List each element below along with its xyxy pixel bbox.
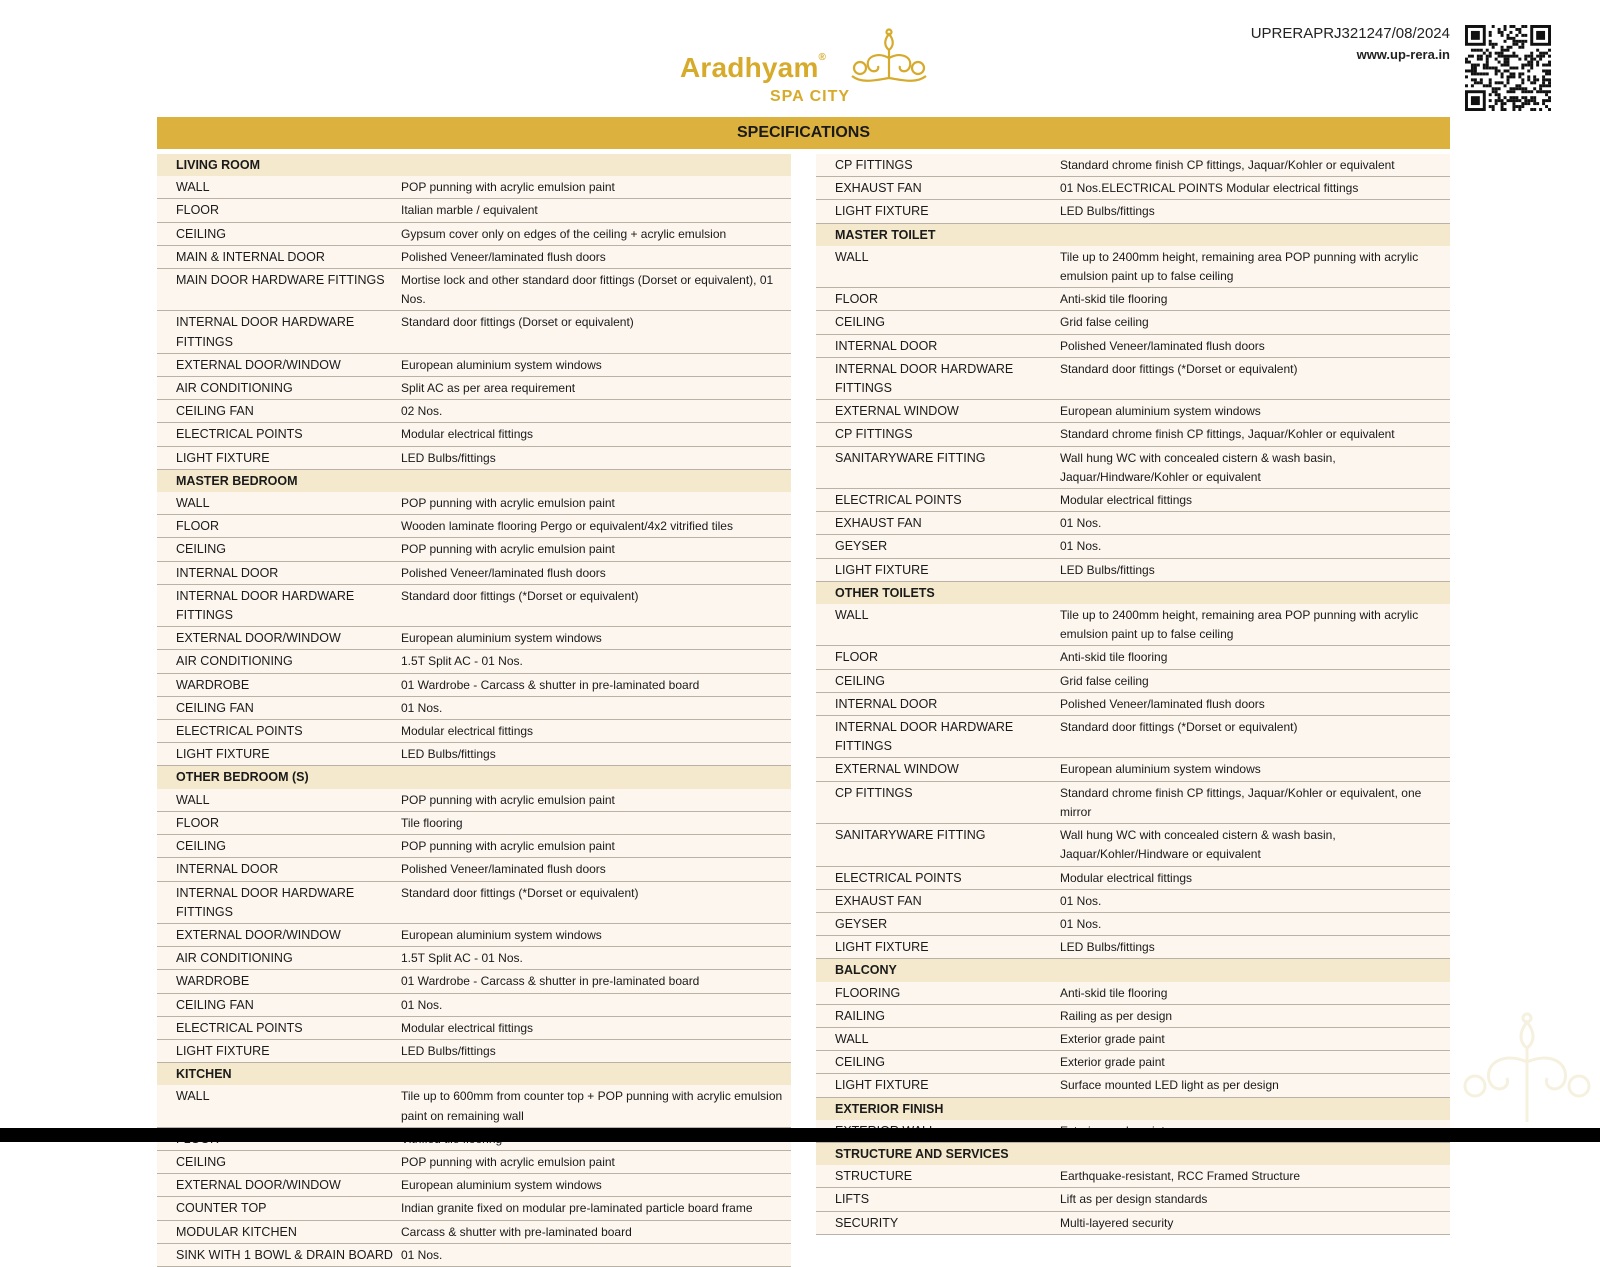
- spec-value: POP punning with acrylic emulsion paint: [401, 542, 615, 557]
- spec-row: [816, 400, 1450, 423]
- spec-item: INTERNAL DOOR HARDWARE FITTINGS: [176, 885, 355, 919]
- spec-value: Polished Veneer/laminated flush doors: [1060, 696, 1265, 711]
- spec-row: [816, 489, 1450, 512]
- spec-item: AIR CONDITIONING: [176, 654, 293, 669]
- spec-row: [816, 1074, 1450, 1097]
- spec-item: INTERNAL DOOR HARDWARE FITTINGS: [835, 720, 1014, 754]
- spec-row: [157, 627, 791, 650]
- spec-value: European aluminium system windows: [1060, 404, 1261, 419]
- spec-value: Exterior grade paint: [1060, 1031, 1165, 1046]
- spec-row: [816, 1005, 1450, 1028]
- spec-value: LED Bulbs/fittings: [401, 747, 496, 762]
- spec-row: [816, 200, 1450, 223]
- spec-item: ELECTRICAL POINTS: [176, 427, 303, 442]
- spec-row: [816, 535, 1450, 558]
- ornament-icon: [848, 28, 930, 88]
- spec-item: SINK WITH 1 BOWL & DRAIN BOARD: [176, 1247, 393, 1262]
- brand-name: Aradhyam®: [680, 52, 827, 83]
- spec-item: EXTERNAL DOOR/WINDOW: [176, 1178, 341, 1193]
- rera-id: UPRERAPRJ321247/08/2024: [1250, 25, 1450, 42]
- section-title: STRUCTURE AND SERVICES: [835, 1146, 1009, 1161]
- spec-item: WALL: [176, 1089, 210, 1104]
- section-header: [816, 224, 1450, 246]
- spec-item: INTERNAL DOOR: [835, 338, 938, 353]
- spec-row: [157, 743, 791, 766]
- spec-row: [157, 924, 791, 947]
- spec-value: 01 Nos.: [1060, 916, 1102, 931]
- spec-item: INTERNAL DOOR: [176, 565, 279, 580]
- spec-value: Grid false ceiling: [1060, 315, 1149, 330]
- spec-row: [157, 447, 791, 470]
- spec-value: Surface mounted LED light as per design: [1060, 1078, 1279, 1093]
- spec-row: [157, 199, 791, 222]
- spec-row: [157, 176, 791, 199]
- spec-item: WALL: [835, 249, 869, 264]
- spec-row: [157, 246, 791, 269]
- spec-row: [157, 1151, 791, 1174]
- spec-item: STRUCTURE: [835, 1169, 913, 1184]
- spec-value: Earthquake-resistant, RCC Framed Structure: [1060, 1169, 1301, 1184]
- spec-item: INTERNAL DOOR: [835, 696, 938, 711]
- spec-item: CEILING: [835, 673, 886, 688]
- spec-value: LED Bulbs/fittings: [401, 450, 496, 465]
- spec-item: WARDROBE: [176, 974, 250, 989]
- spec-item: INTERNAL DOOR HARDWARE FITTINGS: [835, 361, 1014, 396]
- spec-row: [157, 720, 791, 743]
- spec-value: 01 Nos.: [1060, 893, 1102, 908]
- spec-row: [157, 223, 791, 246]
- spec-row: [816, 246, 1450, 288]
- spec-value: Standard chrome finish CP fittings, Jaquar/Kohler or equivalent: [1060, 158, 1395, 172]
- spec-item: LIGHT FIXTURE: [835, 204, 929, 219]
- spec-value: Standard door fittings (*Dorset or equivalent): [401, 588, 639, 603]
- spec-row: [816, 604, 1450, 646]
- qr-code-icon: [1465, 25, 1551, 111]
- spec-item: COUNTER TOP: [176, 1201, 267, 1216]
- spec-row: [157, 994, 791, 1017]
- spec-item: FLOOR: [176, 203, 220, 218]
- spec-item: WALL: [835, 608, 869, 623]
- spec-value: 1.5T Split AC - 01 Nos.: [401, 951, 523, 966]
- spec-item: ELECTRICAL POINTS: [835, 493, 962, 508]
- spec-row: [157, 1174, 791, 1197]
- spec-row: [816, 311, 1450, 334]
- spec-row: [816, 646, 1450, 669]
- rera-url[interactable]: www.up-rera.in: [1356, 47, 1450, 62]
- spec-value: LED Bulbs/fittings: [401, 1043, 496, 1058]
- spec-value: Standard door fittings (Dorset or equivalent): [401, 315, 634, 330]
- spec-row: [816, 559, 1450, 582]
- spec-row: [816, 782, 1450, 824]
- spec-value: Modular electrical fittings: [1060, 870, 1193, 885]
- spec-value: Exterior grade paint: [1060, 1055, 1165, 1070]
- section-title: BALCONY: [835, 963, 897, 978]
- decorative-ornament-icon: [1455, 1012, 1600, 1122]
- spec-value: European aluminium system windows: [401, 357, 602, 372]
- spec-item: MAIN DOOR HARDWARE FITTINGS: [176, 273, 385, 288]
- spec-item: CP FITTINGS: [835, 427, 913, 442]
- spec-item: WALL: [176, 496, 210, 511]
- spec-item: WALL: [176, 180, 210, 195]
- spec-value: European aluminium system windows: [401, 927, 602, 942]
- spec-row: [816, 423, 1450, 446]
- section-title: MASTER TOILET: [835, 227, 936, 242]
- spec-row: [157, 538, 791, 561]
- spec-value: 1.5T Split AC - 01 Nos.: [401, 654, 523, 669]
- spec-row: [157, 269, 791, 311]
- spec-item: CEILING: [176, 839, 227, 854]
- spec-item: WALL: [176, 792, 210, 807]
- spec-value: Carcass & shutter with pre-laminated board: [401, 1224, 632, 1239]
- specifications-banner: SPECIFICATIONS: [157, 117, 1450, 149]
- spec-value: LED Bulbs/fittings: [1060, 940, 1155, 955]
- spec-item: FLOOR: [176, 519, 220, 534]
- spec-value: 01 Wardrobe - Carcass & shutter in pre-laminated board: [401, 677, 700, 692]
- spec-item: SANITARYWARE FITTING: [835, 828, 986, 843]
- spec-row: [816, 288, 1450, 311]
- spec-row: [816, 358, 1450, 400]
- spec-row: [157, 585, 791, 627]
- spec-value: European aluminium system windows: [1060, 762, 1261, 777]
- spec-value: Modular electrical fittings: [401, 1020, 534, 1035]
- spec-item: CP FITTINGS: [835, 785, 913, 800]
- spec-row: [816, 177, 1450, 200]
- spec-item: INTERNAL DOOR: [176, 862, 279, 877]
- spec-row: [157, 835, 791, 858]
- spec-item: SECURITY: [835, 1215, 899, 1230]
- spec-value: Polished Veneer/laminated flush doors: [401, 565, 606, 580]
- spec-row: [157, 789, 791, 812]
- spec-item: AIR CONDITIONING: [176, 951, 293, 966]
- spec-item: EXHAUST FAN: [835, 516, 922, 531]
- spec-row: [157, 812, 791, 835]
- spec-value: Multi-layered security: [1060, 1215, 1174, 1230]
- spec-row: [157, 947, 791, 970]
- spec-item: LIGHT FIXTURE: [176, 450, 270, 465]
- section-header: [816, 1098, 1450, 1120]
- spec-item: CEILING: [835, 315, 886, 330]
- spec-item: EXHAUST FAN: [835, 893, 922, 908]
- spec-item: FLOOR: [835, 650, 879, 665]
- spec-item: GEYSER: [835, 539, 888, 554]
- spec-row: [816, 1188, 1450, 1211]
- spec-value: Wall hung WC with concealed cistern & wash basin, Jaquar/Kohler/Hindware or equivalent: [1060, 828, 1336, 862]
- spec-item: LIGHT FIXTURE: [176, 1043, 270, 1058]
- spec-item: EXTERNAL DOOR/WINDOW: [176, 357, 341, 372]
- spec-value: Standard chrome finish CP fittings, Jaquar/Kohler or equivalent: [1060, 427, 1395, 442]
- section-header: [157, 470, 791, 492]
- spec-row: [157, 562, 791, 585]
- spec-item: WALL: [835, 1031, 869, 1046]
- spec-value: Lift as per design standards: [1060, 1192, 1208, 1207]
- spec-row: [816, 1165, 1450, 1188]
- spec-row: [157, 1040, 791, 1063]
- spec-row: [816, 670, 1450, 693]
- spec-row: [157, 377, 791, 400]
- spec-item: EXTERNAL DOOR/WINDOW: [176, 631, 341, 646]
- spec-row: [157, 400, 791, 423]
- spec-row: [816, 335, 1450, 358]
- spec-value: Split AC as per area requirement: [401, 381, 576, 396]
- spec-item: INTERNAL DOOR HARDWARE FITTINGS: [176, 315, 355, 349]
- spec-item: CEILING: [176, 226, 227, 241]
- spec-row: [816, 1028, 1450, 1051]
- spec-row: [157, 858, 791, 881]
- spec-value: Mortise lock and other standard door fittings (Dorset or equivalent), 01 Nos.: [401, 273, 774, 307]
- spec-value: Railing as per design: [1060, 1008, 1173, 1023]
- section-header: [816, 1143, 1450, 1165]
- spec-value: 01 Wardrobe - Carcass & shutter in pre-laminated board: [401, 974, 700, 989]
- spec-row: [816, 758, 1450, 781]
- spec-row: [816, 913, 1450, 936]
- spec-value: Anti-skid tile flooring: [1060, 292, 1168, 307]
- spec-item: GEYSER: [835, 916, 888, 931]
- spec-item: FLOORING: [835, 985, 901, 1000]
- spec-value: Modular electrical fittings: [1060, 493, 1193, 508]
- spec-row: [157, 311, 791, 353]
- section-header: [816, 959, 1450, 981]
- spec-row: [157, 882, 791, 924]
- spec-row: [157, 650, 791, 673]
- spec-row: [816, 693, 1450, 716]
- spec-row: [816, 1212, 1450, 1235]
- spec-value: Tile up to 2400mm height, remaining area POP punning with acrylic emulsion paint up to false ceiling: [1060, 249, 1419, 284]
- spec-value: Tile flooring: [401, 815, 463, 830]
- spec-item: CEILING FAN: [176, 700, 254, 715]
- spec-value: POP punning with acrylic emulsion paint: [401, 496, 615, 511]
- spec-row: [157, 1221, 791, 1244]
- spec-item: RAILING: [835, 1008, 886, 1023]
- spec-row: [157, 354, 791, 377]
- spec-item: EXHAUST FAN: [835, 181, 922, 196]
- spec-value: Modular electrical fittings: [401, 724, 534, 739]
- spec-value: Polished Veneer/laminated flush doors: [1060, 338, 1265, 353]
- section-header: [816, 582, 1450, 604]
- section-title: EXTERIOR FINISH: [835, 1101, 944, 1116]
- section-title: OTHER TOILETS: [835, 585, 935, 600]
- spec-item: CEILING: [176, 542, 227, 557]
- spec-row: [157, 492, 791, 515]
- spec-row: [816, 936, 1450, 959]
- spec-value: Wooden laminate flooring Pergo or equivalent/4x2 vitrified tiles: [401, 519, 733, 534]
- spec-item: ELECTRICAL POINTS: [835, 870, 962, 885]
- spec-item: WARDROBE: [176, 677, 250, 692]
- spec-item: LIFTS: [835, 1192, 870, 1207]
- spec-item: AIR CONDITIONING: [176, 381, 293, 396]
- spec-row: [816, 154, 1450, 177]
- spec-value: Polished Veneer/laminated flush doors: [401, 862, 606, 877]
- spec-item: ELECTRICAL POINTS: [176, 1020, 303, 1035]
- spec-value: POP punning with acrylic emulsion paint: [401, 180, 615, 195]
- spec-value: Modular electrical fittings: [401, 427, 534, 442]
- spec-row: [157, 423, 791, 446]
- spec-value: 01 Nos.: [401, 1247, 443, 1262]
- spec-value: Tile up to 600mm from counter top + POP punning with acrylic emulsion paint on remaining wall: [401, 1089, 783, 1123]
- spec-item: ELECTRICAL POINTS: [176, 724, 303, 739]
- spec-row: [816, 982, 1450, 1005]
- bottom-bar: [0, 1128, 1600, 1142]
- spec-item: FLOOR: [176, 815, 220, 830]
- spec-value: 01 Nos.: [401, 997, 443, 1012]
- spec-value: Standard chrome finish CP fittings, Jaquar/Kohler or equivalent, one mirror: [1060, 785, 1422, 819]
- spec-value: Wall hung WC with concealed cistern & wash basin, Jaquar/Hindware/Kohler or equivalent: [1060, 450, 1336, 484]
- spec-row: [816, 1051, 1450, 1074]
- spec-row: [157, 515, 791, 538]
- spec-row: [816, 824, 1450, 866]
- spec-value: European aluminium system windows: [401, 631, 602, 646]
- spec-item: CP FITTINGS: [835, 158, 913, 172]
- spec-value: Standard door fittings (*Dorset or equivalent): [1060, 720, 1298, 735]
- spec-row: [816, 512, 1450, 535]
- section-title: MASTER BEDROOM: [176, 473, 298, 488]
- spec-item: CEILING: [176, 1154, 227, 1169]
- spec-value: POP punning with acrylic emulsion paint: [401, 1154, 615, 1169]
- spec-item: CEILING: [835, 1055, 886, 1070]
- spec-row: [157, 1017, 791, 1040]
- spec-value: POP punning with acrylic emulsion paint: [401, 839, 615, 854]
- specs-left-column: [157, 154, 791, 1267]
- rera-info: [1251, 25, 1450, 62]
- spec-value: Polished Veneer/laminated flush doors: [401, 249, 606, 264]
- spec-value: POP punning with acrylic emulsion paint: [401, 792, 615, 807]
- spec-value: Indian granite fixed on modular pre-laminated particle board frame: [401, 1201, 753, 1216]
- spec-item: LIGHT FIXTURE: [176, 747, 270, 762]
- spec-item: CEILING FAN: [176, 404, 254, 419]
- spec-item: EXTERNAL DOOR/WINDOW: [176, 927, 341, 942]
- spec-item: EXTERNAL WINDOW: [835, 762, 959, 777]
- brand-tagline: SPA CITY: [770, 88, 851, 105]
- specs-right-column: [816, 154, 1450, 1235]
- spec-row: [816, 447, 1450, 489]
- spec-item: LIGHT FIXTURE: [835, 1078, 929, 1093]
- spec-value: 01 Nos.: [1060, 539, 1102, 554]
- spec-value: Gypsum cover only on edges of the ceiling + acrylic emulsion: [401, 226, 727, 241]
- spec-value: 01 Nos.: [1060, 516, 1102, 531]
- spec-value: Standard door fittings (*Dorset or equivalent): [401, 885, 639, 900]
- section-header: [157, 1063, 791, 1085]
- spec-value: LED Bulbs/fittings: [1060, 204, 1155, 219]
- spec-item: EXTERNAL WINDOW: [835, 404, 959, 419]
- spec-value: Grid false ceiling: [1060, 673, 1149, 688]
- spec-item: FLOOR: [835, 292, 879, 307]
- spec-row: [157, 674, 791, 697]
- spec-row: [157, 970, 791, 993]
- section-title: OTHER BEDROOM (S): [176, 770, 309, 785]
- section-header: [157, 154, 791, 176]
- spec-row: [157, 697, 791, 720]
- spec-value: 01 Nos.ELECTRICAL POINTS Modular electrical fittings: [1060, 181, 1359, 196]
- spec-value: Tile up to 2400mm height, remaining area POP punning with acrylic emulsion paint up to false ceiling: [1060, 608, 1419, 642]
- section-header: [157, 766, 791, 788]
- spec-value: 01 Nos.: [401, 700, 443, 715]
- spec-value: European aluminium system windows: [401, 1178, 602, 1193]
- spec-value: Italian marble / equivalent: [401, 203, 538, 218]
- spec-item: MODULAR KITCHEN: [176, 1224, 297, 1239]
- spec-item: INTERNAL DOOR HARDWARE FITTINGS: [176, 588, 355, 623]
- spec-item: CEILING FAN: [176, 997, 254, 1012]
- spec-value: LED Bulbs/fittings: [1060, 562, 1155, 577]
- spec-row: [157, 1244, 791, 1267]
- spec-value: 02 Nos.: [401, 404, 443, 419]
- spec-item: SANITARYWARE FITTING: [835, 450, 986, 465]
- spec-value: Anti-skid tile flooring: [1060, 650, 1168, 665]
- spec-row: [157, 1085, 791, 1127]
- spec-item: LIGHT FIXTURE: [835, 940, 929, 955]
- section-title: KITCHEN: [176, 1067, 232, 1082]
- spec-row: [816, 716, 1450, 758]
- brand-logo: [680, 28, 930, 112]
- spec-value: Anti-skid tile flooring: [1060, 985, 1168, 1000]
- spec-item: LIGHT FIXTURE: [835, 562, 929, 577]
- spec-row: [157, 1197, 791, 1220]
- spec-item: MAIN & INTERNAL DOOR: [176, 249, 325, 264]
- spec-row: [816, 890, 1450, 913]
- spec-value: Standard door fittings (*Dorset or equivalent): [1060, 361, 1298, 376]
- spec-row: [816, 867, 1450, 890]
- section-title: LIVING ROOM: [176, 158, 261, 172]
